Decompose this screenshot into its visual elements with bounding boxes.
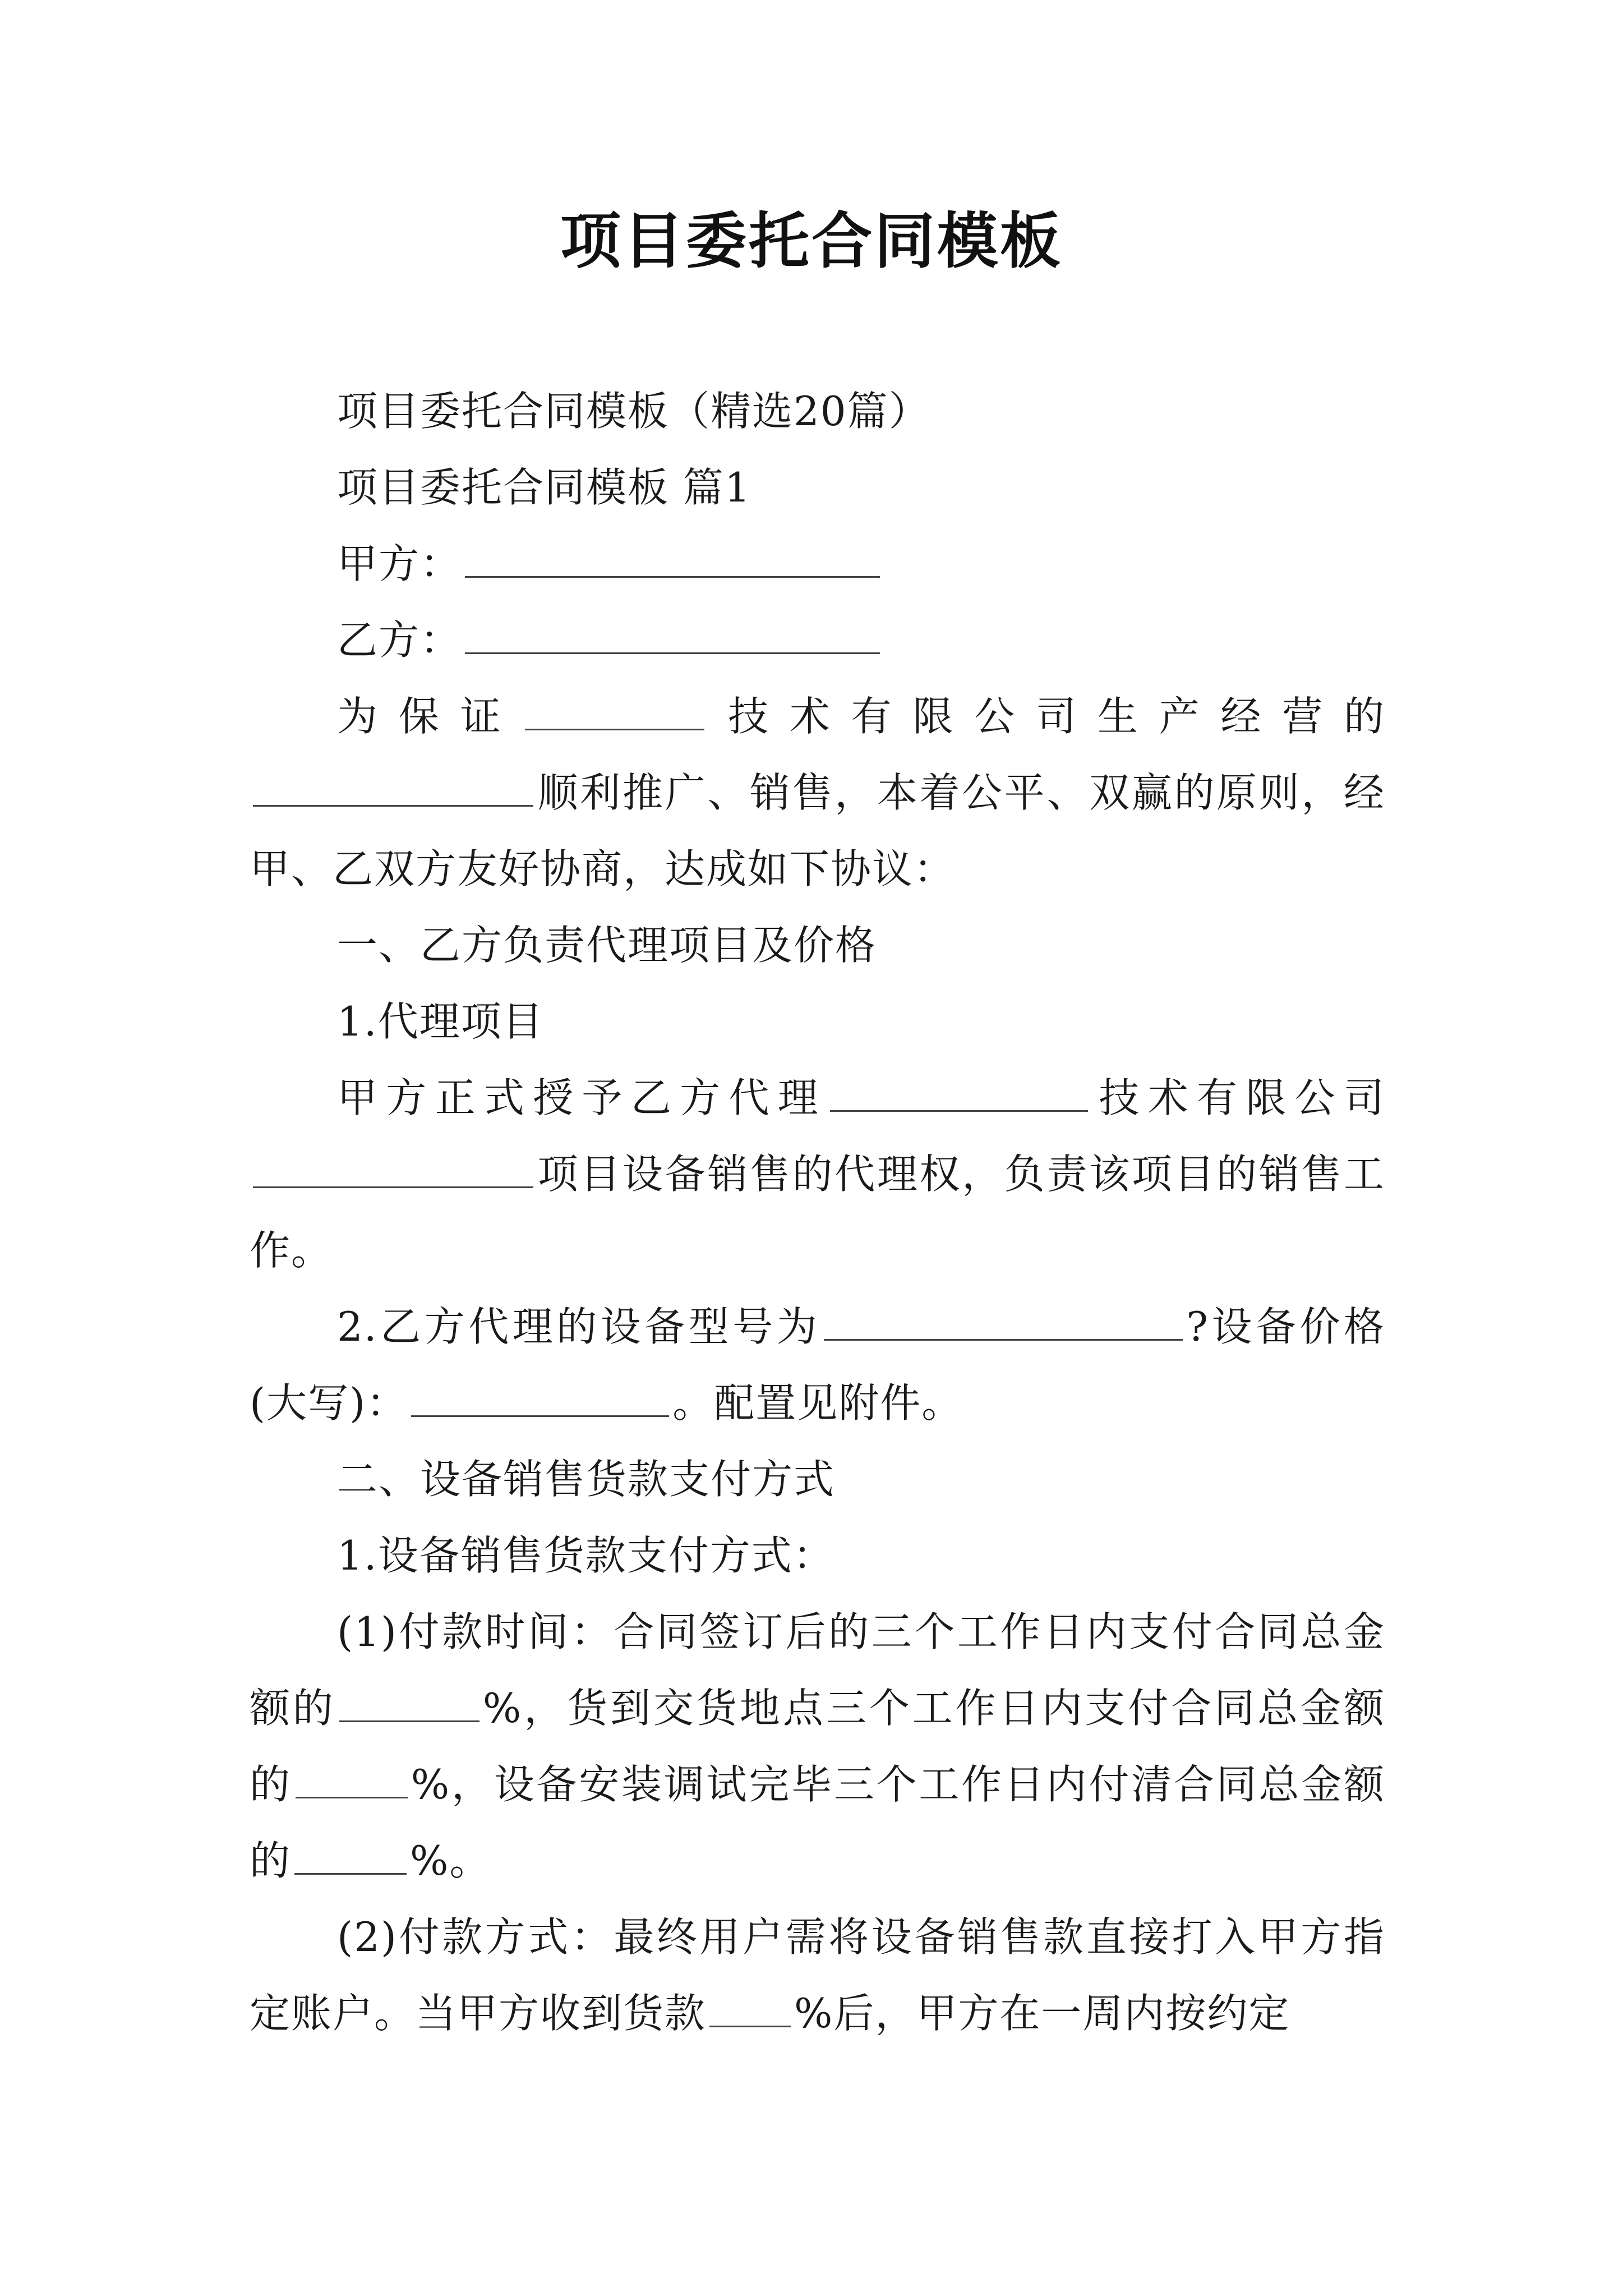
model-text-a: 2.乙方代理的设备型号为 xyxy=(337,1303,821,1350)
payment-time-text-d: %。 xyxy=(410,1837,491,1884)
payment-time-text-b: %，货到交货地点三个工作日内支付合同总金额的 xyxy=(250,1685,1385,1808)
paragraph-subtitle: 项目委托合同模板（精选20篇） xyxy=(337,388,930,435)
agency-text-a: 甲方正式授予乙方代理 xyxy=(337,1074,827,1121)
equipment-model-blank xyxy=(824,1299,1183,1341)
preamble-text-c: 顺利推广、销售，本着公平、双赢的原则，经甲、乙双方友好协商，达成如下协议： xyxy=(250,769,1385,892)
paragraph-section-heading: 项目委托合同模板 篇1 xyxy=(337,464,751,511)
document-title: 项目委托合同模板 xyxy=(560,206,1063,277)
equipment-price-blank xyxy=(411,1375,669,1417)
paragraph-payment-mode xyxy=(250,1899,1385,2051)
party-b-blank xyxy=(465,612,880,654)
paragraph-agency-grant xyxy=(250,1060,1385,1289)
agency-text-c: 项目设备销售的代理权，负责该项目的销售工作。 xyxy=(250,1151,1385,1274)
paragraph-payment-time xyxy=(250,1594,1385,1899)
payment-mode-text-b: %后，甲方在一周内按约定 xyxy=(794,1990,1290,2037)
payment-percent-blank-1 xyxy=(339,1680,479,1722)
paragraph-payment-method-title: 1.设备销售货款支付方式： xyxy=(337,1532,834,1579)
payment-received-percent-blank xyxy=(709,1985,791,2027)
payment-mode-text-a: (2)付款方式：最终用户需将设备销售款直接打入甲方指定账户。当甲方收到货款 xyxy=(250,1913,1385,2037)
preamble-text-a: 为保证 xyxy=(337,693,522,740)
party-b-label: 乙方： xyxy=(337,616,462,664)
party-a-blank xyxy=(465,536,880,578)
product-blank xyxy=(253,765,533,807)
agency-project-blank xyxy=(253,1146,533,1188)
party-a-label: 甲方： xyxy=(337,540,462,587)
paragraph-party-b xyxy=(250,602,1385,678)
payment-percent-blank-2 xyxy=(296,1756,408,1798)
paragraph-preamble xyxy=(250,678,1385,907)
payment-percent-blank-3 xyxy=(294,1833,407,1875)
agency-company-blank xyxy=(830,1070,1088,1112)
payment-time-text-c: %，设备安装调试完毕三个工作日内付清合同总金额的 xyxy=(250,1761,1385,1884)
paragraph-heading-two: 二、设备销售货款支付方式 xyxy=(337,1456,836,1503)
payment-time-text-a: (1)付款时间：合同签订后的三个工作日内支付合同总金额的 xyxy=(250,1608,1385,1732)
model-text-b: ?设备价格(大写)： xyxy=(250,1303,1385,1427)
paragraph-item-1: 1.代理项目 xyxy=(337,998,544,1045)
company-name-blank xyxy=(525,688,704,730)
agency-text-b: 技术有限公司 xyxy=(1091,1074,1385,1121)
paragraph-equipment-model xyxy=(250,1289,1385,1441)
preamble-text-b: 技术有限公司生产经营的 xyxy=(708,693,1385,740)
paragraph-heading-one: 一、乙方负责代理项目及价格 xyxy=(337,922,877,969)
document-body xyxy=(250,373,1385,2051)
model-text-c: 。配置见附件。 xyxy=(672,1379,963,1427)
paragraph-party-a xyxy=(250,526,1385,602)
